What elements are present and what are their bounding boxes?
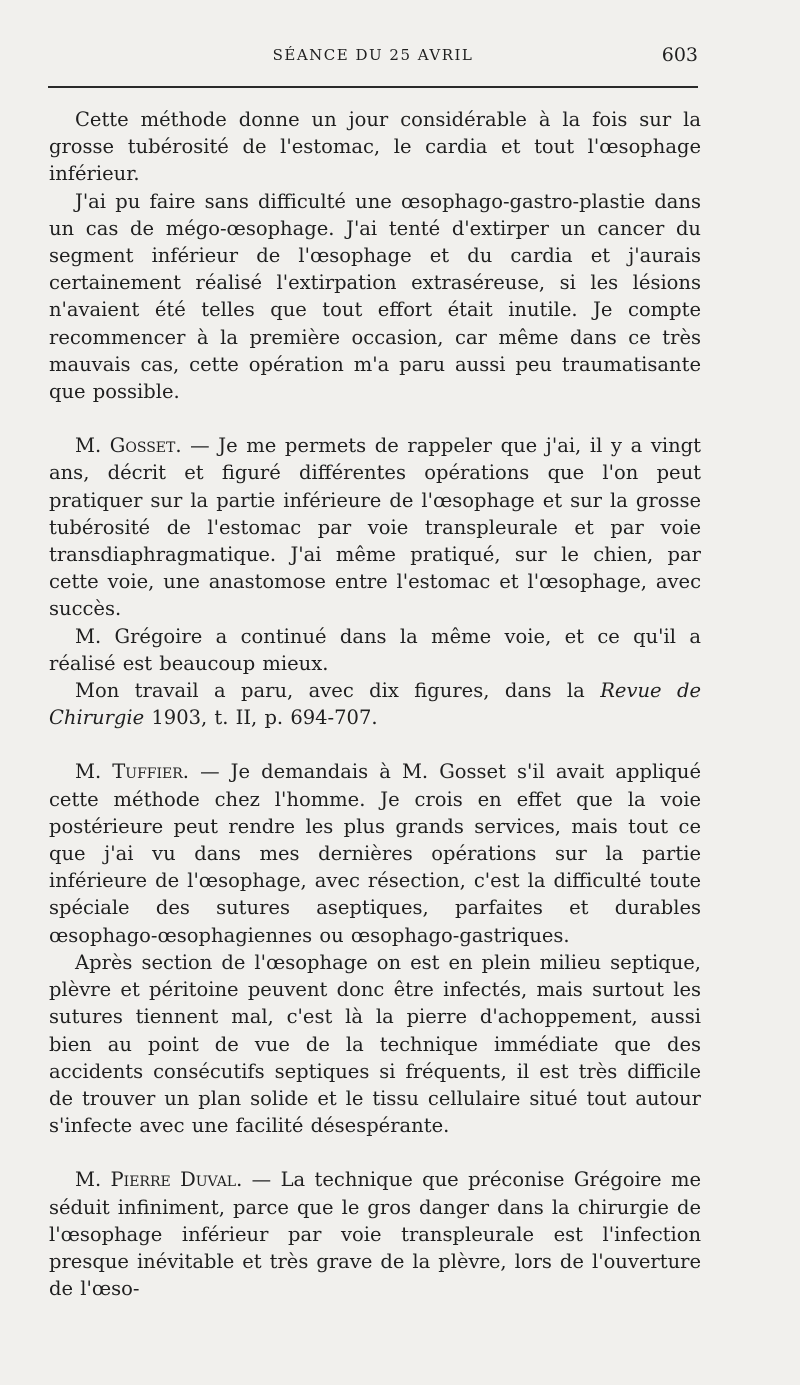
- paragraph-method: Cette méthode donne un jour considérable à la fois sur la grosse tubérosité de l'estomac, le cardia et tout l'œsophage inférieur.: [49, 108, 701, 186]
- speaker-name: Gosset: [109, 434, 176, 458]
- paragraph-tuffier: [49, 758, 701, 948]
- speech-text: . — Je demandais à M. Gosset s'il avait appliqué cette méthode chez l'homme. Je crois en effet que la voie postérieure peut rendre les plus grands services, mais tout ce que j'ai vu dans mes dernières opérations sur la partie inférieure de l'œsophage, avec résection, c'est la difficulté toute spéciale des sutures aseptiques, parfaites et durables œsophago-œsophagiennes ou œsophago-gastriques.: [49, 760, 702, 947]
- page-header: [48, 44, 698, 72]
- paragraph-reference: [49, 677, 701, 731]
- page-number: 603: [661, 44, 698, 66]
- speaker-prefix: M.: [75, 760, 113, 784]
- paragraph-gregoire: M. Grégoire a continué dans la même voie, et ce qu'il a réalisé est beaucoup mieux.: [49, 624, 701, 675]
- paragraph-cases: J'ai pu faire sans difficulté une œsophago-gastro-plastie dans un cas de mégo-œsophage. J'ai tenté d'extirper un cancer du segment inférieur de l'œsophage et du cardia et j'aurais certainement réalisé l'extirpation extraséreuse, si les lésions n'avaient été telles que tout effort était inutile. Je compte recommencer à la première occasion, car même dans ce très mauvais cas, cette opération m'a paru aussi peu traumatisante que possible.: [49, 189, 701, 404]
- speaker-name: Tuffier: [112, 760, 183, 784]
- speaker-prefix: M.: [75, 434, 110, 458]
- speaker-name: Pierre Duval: [110, 1168, 237, 1192]
- page-body: [49, 106, 701, 1302]
- speaker-prefix: M.: [75, 1168, 111, 1192]
- paragraph-gosset: [49, 432, 701, 622]
- speech-text: . — Je me permets de rappeler que j'ai, il y a vingt ans, décrit et figuré différentes opérations que l'on peut pratiquer sur la partie inférieure de l'œsophage et sur la grosse tubérosité de l'estomac par voie transpleurale et par voie transdiaphragmatique. J'ai même pratiqué, sur le chien, par cette voie, une anastomose entre l'estomac et l'œsophage, avec succès.: [49, 434, 701, 621]
- running-title: SÉANCE DU 25 AVRIL: [272, 46, 474, 64]
- paragraph-septic: Après section de l'œsophage on est en plein milieu septique, plèvre et péritoine peuvent donc être infectés, mais surtout les sutures tiennent mal, c'est là la pierre d'achoppement, aussi bien au point de vue de la technique immédiate que des accidents consécutifs septiques si fréquents, il est très difficile de trouver un plan solide et le tissu cellulaire situé tout autour s'infecte avec une facilité désespérante.: [49, 950, 701, 1138]
- reference-text-before: Mon travail a paru, avec dix figures, dans la: [75, 679, 601, 703]
- header-rule: [48, 86, 698, 88]
- speech-text: . — La technique que préconise Grégoire me séduit infiniment, parce que le gros danger dans la chirurgie de l'œsophage inférieur par voie transpleurale est l'infection presque inévitable et très grave de la plèvre, lors de l'ouverture de l'œso-: [49, 1168, 701, 1301]
- reference-text-after: 1903, t. II, p. 694-707.: [144, 706, 378, 730]
- journal-title: Revue de Chirurgie: [49, 679, 701, 730]
- paragraph-duval: [49, 1166, 701, 1302]
